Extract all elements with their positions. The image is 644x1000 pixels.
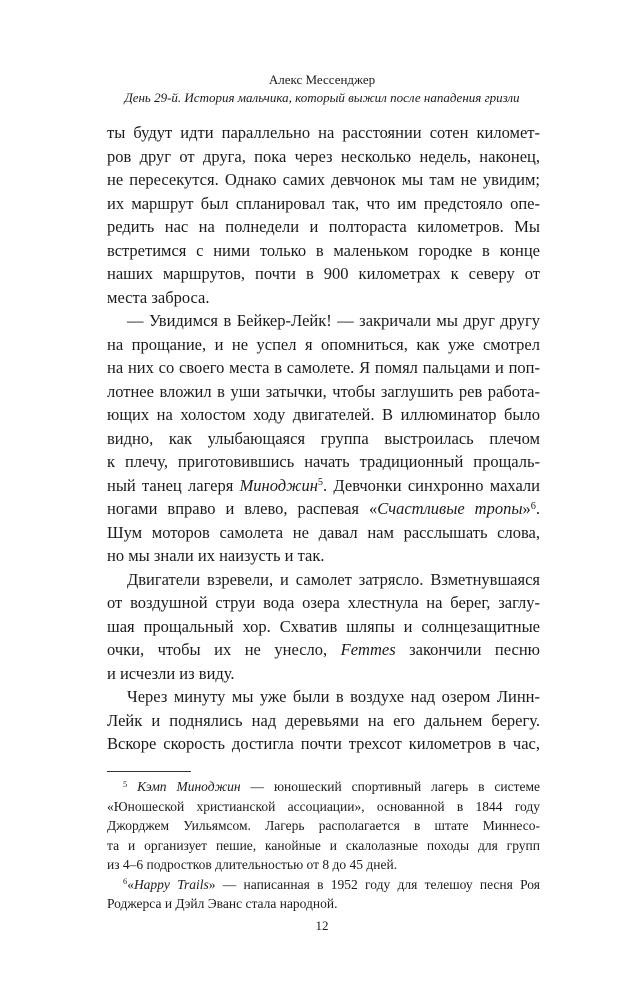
footnote-line	[107, 777, 540, 797]
text-run: «	[127, 876, 134, 892]
text-run: лотнее вложил в уши затычки, чтобы заглушить рев работа-	[107, 381, 540, 401]
text-run: наших маршрутов, почти в 900 километрах к северу от	[107, 264, 540, 283]
paragraph	[107, 309, 540, 568]
italic-text: Femmes	[340, 640, 396, 659]
text-run: видно, как улыбающаяся группа выстроилась плечом	[107, 428, 540, 448]
paragraph	[107, 568, 540, 686]
text-line	[107, 356, 540, 380]
text-line	[107, 427, 540, 451]
text-run: «Юношеской христианской ассоциации», основанной в 1844 году	[107, 798, 540, 814]
text-run: закончили песню	[395, 640, 540, 659]
text-line	[107, 168, 540, 192]
text-run: » — написанная в 1952 году для телешоу песня Роя	[208, 876, 540, 892]
text-run: Через минуту мы уже были в воздухе над озером Линн-	[127, 687, 540, 706]
text-run: ногами вправо и влево, распевая «	[107, 499, 378, 518]
text-run: . Девчонки синхронно махали	[323, 475, 540, 495]
text-line	[107, 309, 540, 333]
text-line	[107, 192, 540, 216]
text-run: — юношеский спортивный лагерь в системе	[240, 779, 541, 794]
text-run: и исчезли из виду.	[107, 663, 235, 683]
footnote-line	[107, 816, 540, 836]
footnote	[107, 875, 540, 914]
footnote-ref: 6	[530, 500, 536, 512]
text-run: на них со своего места в самолете. Я помял пальцами и поп-	[107, 358, 540, 377]
text-line	[107, 286, 540, 310]
text-line	[107, 403, 540, 427]
text-run: Роджерса и Дэйл Эванс стала народной.	[107, 896, 338, 911]
text-run: на прощание, и не успел я опомниться, как уже смотрел	[107, 334, 540, 354]
text-run: очки, чтобы их не унесло,	[107, 640, 341, 659]
text-line	[107, 239, 540, 263]
text-run: шая прощальный хор. Схватив шляпы и солнцезащитные	[107, 616, 540, 636]
text-line	[107, 521, 540, 545]
footnote-ref: 6	[123, 877, 128, 887]
footnote-ref: 5	[317, 477, 324, 489]
text-line	[107, 662, 540, 686]
text-line	[107, 685, 540, 709]
text-line	[107, 497, 540, 521]
footnote-line	[107, 855, 540, 875]
text-run: к плечу, приготовившись начать традиционный прощаль-	[107, 452, 540, 471]
author-name: Алекс Мессенджер	[268, 72, 376, 87]
footnote	[107, 777, 540, 875]
text-line	[107, 544, 540, 568]
italic-text: Happy Trails	[133, 876, 209, 892]
text-run: Джорджем Уильямсом. Лагерь располагается в штате Миннесо-	[107, 818, 540, 833]
book-title: День 29-й. История мальчика, который выжил после нападения гризли	[124, 90, 520, 105]
text-run: от воздушной струи вода озера хлестнула на берег, заглу-	[107, 593, 540, 612]
text-line	[107, 591, 540, 615]
footnote-ref: 5	[123, 779, 128, 789]
text-run: встретимся с ними только в маленьком городке в конце	[107, 240, 540, 260]
paragraph	[107, 685, 540, 756]
italic-text: Кэмп Миноджин	[137, 779, 241, 794]
text-run: Вскоре скорость достигла почти трехсот километров в час,	[107, 734, 540, 753]
footnote-line	[107, 875, 540, 895]
page-number: 12	[315, 918, 329, 933]
running-head	[40, 71, 604, 107]
text-line	[107, 333, 540, 357]
italic-text: Счастливые тропы	[377, 499, 523, 518]
paragraph	[107, 121, 540, 309]
text-run: Шум моторов самолета не давал нам расслышать слова,	[107, 522, 540, 542]
footnote-line	[107, 894, 540, 914]
text-run: ров друг от друга, пока через несколько недель, наконец,	[107, 146, 540, 166]
text-run: из 4–6 подростков длительностью от 8 до 45 дней.	[107, 857, 398, 872]
text-line	[107, 615, 540, 639]
text-run: но мы знали их наизусть и так.	[107, 546, 325, 565]
text-run: ный танец лагеря	[107, 475, 240, 495]
text-line	[107, 145, 540, 169]
text-line	[107, 380, 540, 404]
text-line	[107, 709, 540, 733]
italic-text: Миноджин	[239, 475, 318, 495]
text-line	[107, 474, 540, 498]
text-run: Двигатели взревели, и самолет затрясло. Взметнувшаяся	[127, 569, 540, 589]
text-run: та и организует пешие, канойные и скалолазные походы для групп	[107, 837, 540, 853]
text-run: Лейк и поднялись над деревьями на его дальнем берегу.	[107, 710, 540, 730]
text-run: ющих на холостом ходу двигателей. В иллюминатор было	[107, 405, 540, 424]
text-run: ты будут идти параллельно на расстоянии сотен километ-	[107, 123, 540, 142]
text-line	[107, 568, 540, 592]
text-run: места заброса.	[107, 287, 210, 307]
text-run: — Увидимся в Бейкер-Лейк! — закричали мы друг другу	[127, 311, 540, 330]
text-run: их маршрут был спланировал так, что им предстояло опе-	[107, 193, 540, 213]
text-run: редить нас на полнедели и полтораста километров. Мы	[107, 217, 540, 236]
text-run: »	[522, 499, 531, 518]
footnote-line	[107, 836, 540, 856]
footnotes	[107, 777, 540, 914]
text-line	[107, 638, 540, 662]
footnote-divider	[107, 771, 191, 772]
text-line	[107, 121, 540, 145]
text-line	[107, 215, 540, 239]
main-text	[107, 121, 540, 756]
text-run	[127, 779, 137, 794]
text-line	[107, 450, 540, 474]
text-line	[107, 732, 540, 756]
text-line	[107, 262, 540, 286]
text-run: не пересекутся. Однако самих девчонок мы там не увидим;	[107, 170, 540, 189]
text-run: .	[535, 499, 541, 518]
footnote-line	[107, 797, 540, 817]
